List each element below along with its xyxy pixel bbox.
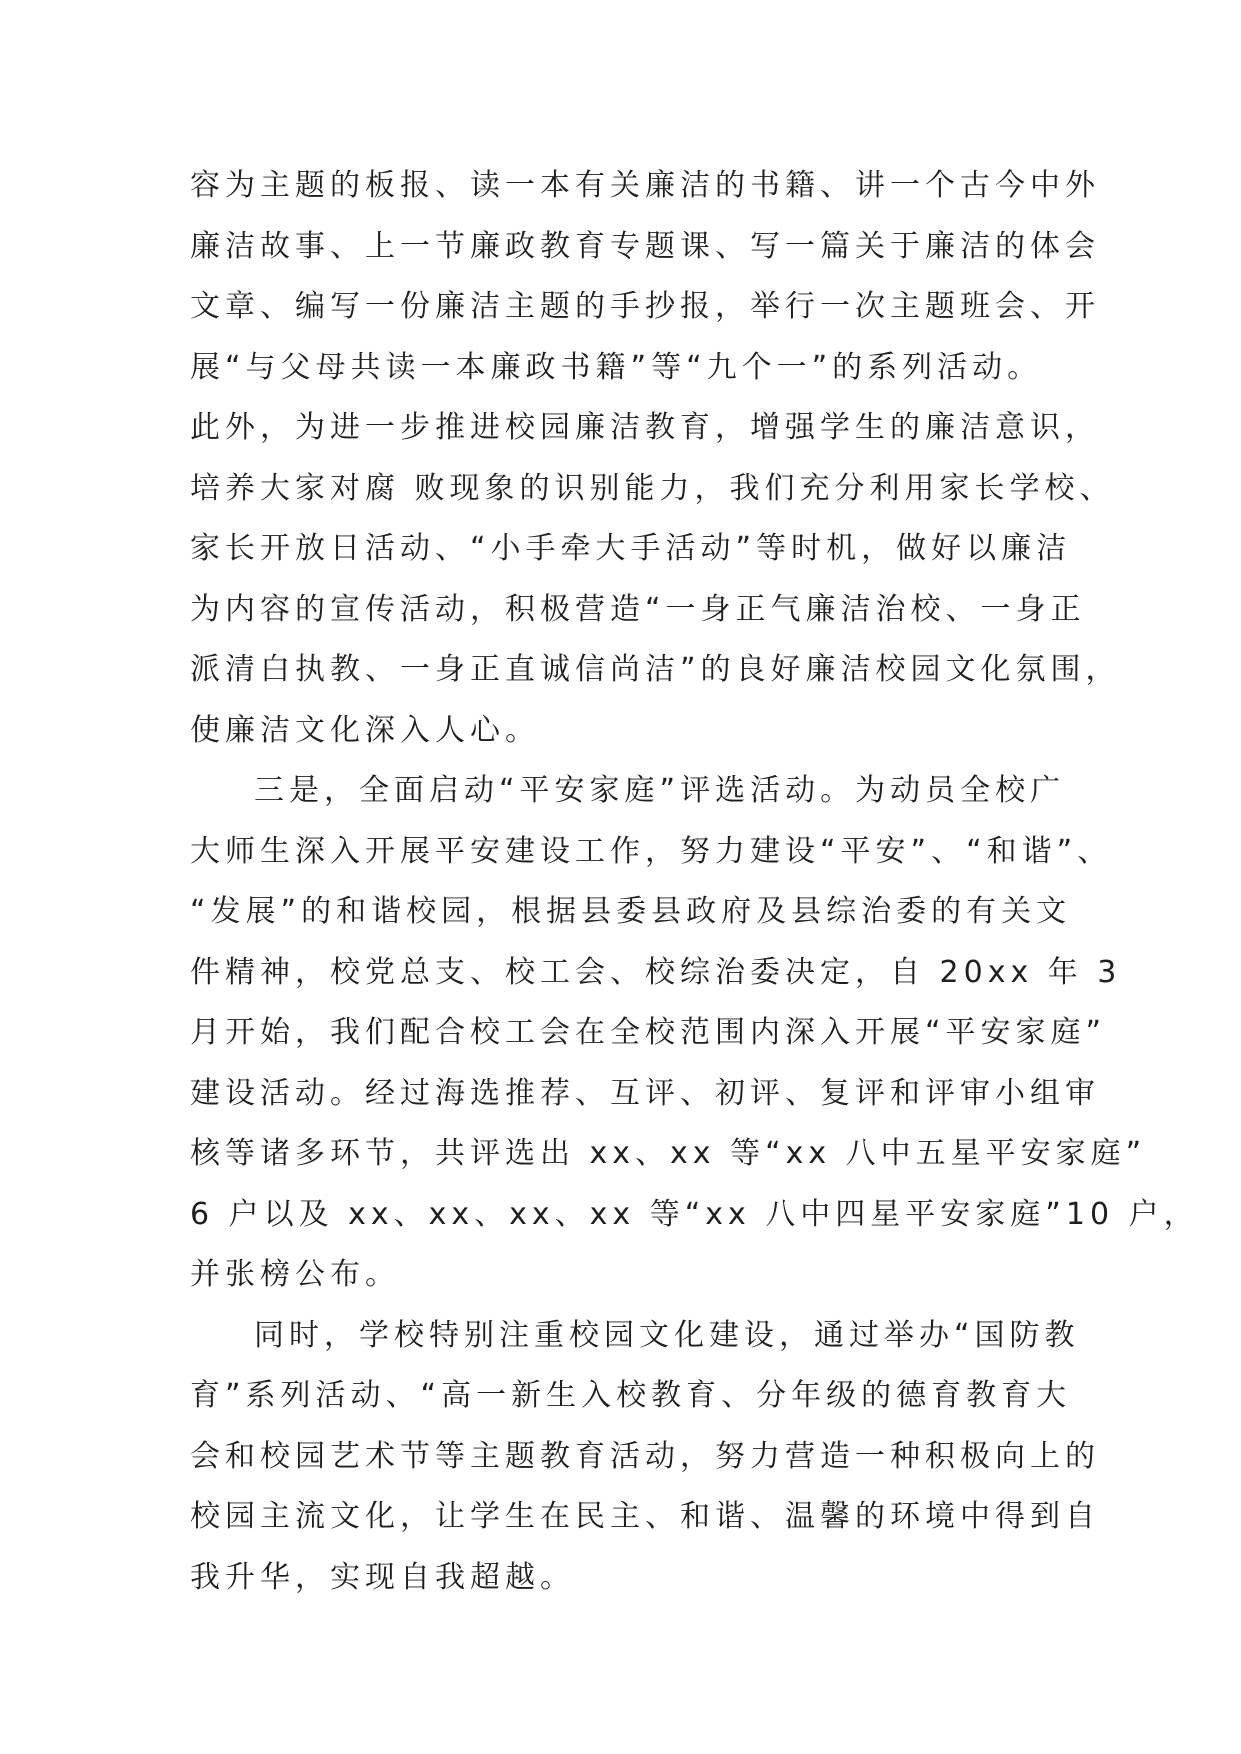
text-line: 派清白执教、一身正直诚信尚洁”的良好廉洁校园文化氛围， — [190, 652, 1121, 687]
text-line: 容为主题的板报、读一本有关廉洁的书籍、讲一个古今中外 — [190, 168, 1100, 203]
text-line: 家长开放日活动、“小手牵大手活动”等时机，做好以廉洁 — [190, 531, 1072, 566]
text-line: 为内容的宣传活动，积极营造“一身正气廉洁治校、一身正 — [190, 591, 1086, 627]
text-line: 核等诸多环节，共评选出 xx、xx 等“xx 八中五星平安家庭” — [190, 1136, 1147, 1171]
body-text — [190, 156, 1199, 1608]
text-line: 此外，为进一步推进校园廉洁教育，增强学生的廉洁意识， — [190, 410, 1100, 445]
text-line: 使廉洁文化深入人心。 — [190, 712, 540, 748]
text-line: 文章、编写一份廉洁主题的手抄报，举行一次主题班会、开 — [190, 289, 1100, 324]
text-line: 6 户以及 xx、xx、xx、xx 等“xx 八中四星平安家庭”10 户， — [190, 1196, 1199, 1232]
text-line: 建设活动。经过海选推荐、互评、初评、复评和评审小组审 — [190, 1075, 1100, 1111]
text-line: 校园主流文化，让学生在民主、和谐、温馨的环境中得到自 — [190, 1499, 1100, 1534]
text-line: 培养大家对腐 败现象的识别能力，我们充分利用家长学校、 — [190, 470, 1115, 506]
text-line: 展“与父母共读一本廉政书籍”等“九个一”的系列活动。 — [190, 349, 1043, 385]
text-line: 月开始，我们配合校工会在全校范围内深入开展“平安家庭” — [190, 1015, 1107, 1050]
text-line: 育”系列活动、“高一新生入校教育、分年级的德育教育大 — [190, 1378, 1072, 1413]
text-line: 廉洁故事、上一节廉政教育专题课、写一篇关于廉洁的体会 — [190, 228, 1100, 264]
text-line: 大师生深入开展平安建设工作，努力建设“平安”、“和谐”、 — [190, 833, 1113, 869]
text-line: 我升华，实现自我超越。 — [190, 1559, 575, 1595]
text-line: 同时，学校特别注重校园文化建设，通过举办“国防教 — [254, 1317, 1080, 1353]
text-line: 三是，全面启动“平安家庭”评选活动。为动员全校广 — [254, 773, 1066, 808]
text-line: 并张榜公布。 — [190, 1257, 400, 1292]
text-line: “发展”的和谐校园，根据县委县政府及县综治委的有关文 — [190, 894, 1072, 929]
text-line: 会和校园艺术节等主题教育活动，努力营造一种积极向上的 — [190, 1438, 1100, 1474]
text-line: 件精神，校党总支、校工会、校综治委决定，自 20xx 年 3 — [190, 954, 1122, 990]
